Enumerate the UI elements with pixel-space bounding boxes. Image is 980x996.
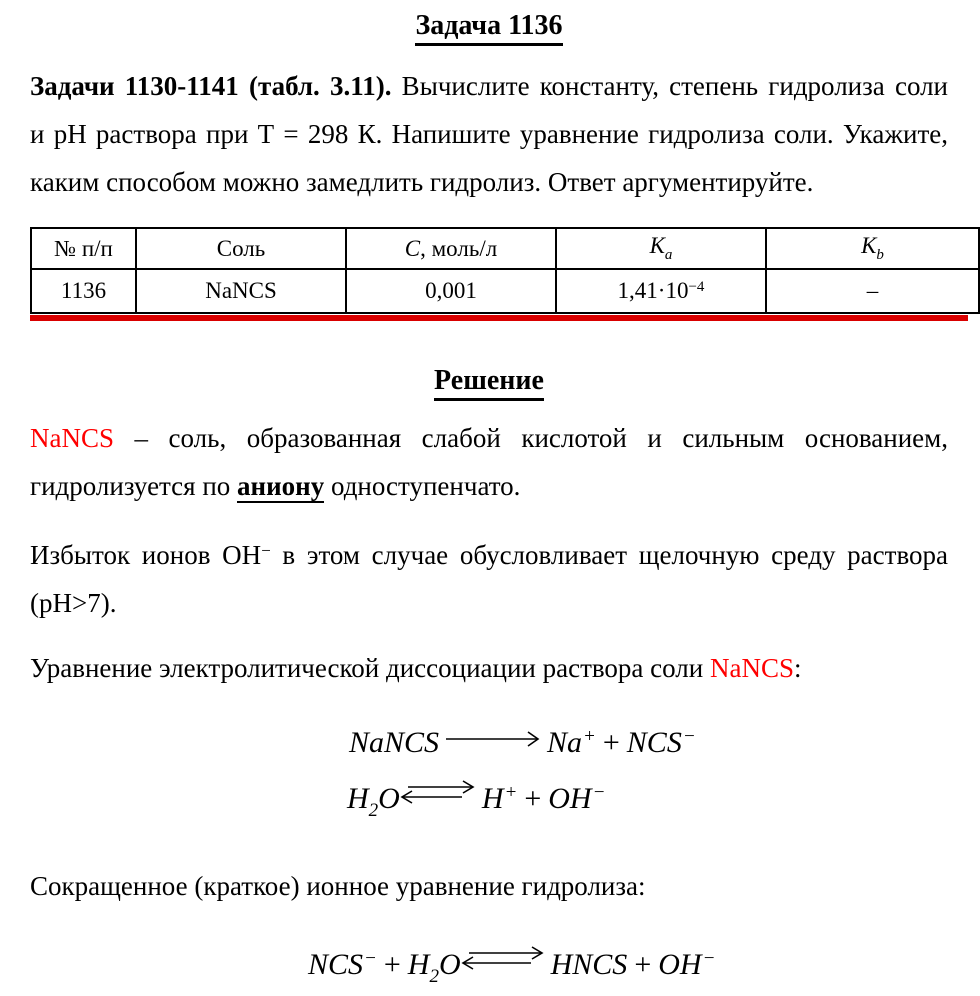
cell-salt: NaNCS [136,269,346,313]
eq2-hplus: H [481,782,504,815]
solution-paragraph-2 [30,527,948,627]
eq3-h: H [407,948,430,981]
solution-p3-pre: Уравнение электролитической диссоциации раствора соли [30,653,710,683]
header-ka [556,228,766,269]
table-data-row [31,269,979,313]
cell-ka [556,269,766,313]
eq2-plus: + [524,782,542,815]
eq3-plus-2: + [634,948,652,981]
red-divider-rule [30,315,968,321]
eq3-hncs: HNCS [550,948,628,981]
eq1-ncs: NCS [626,726,682,759]
problem-line-1 [30,62,948,110]
table-header-row [31,228,979,269]
eq2-h: H [347,782,369,815]
eq3-oh: OH [658,948,702,981]
solution-paragraph-4 [30,862,948,910]
cell-concentration: 0,001 [346,269,556,313]
hydrolysis-equation [308,940,948,996]
eq2-h-charge: + [504,782,518,803]
eq2-oh-charge: − [592,782,606,803]
problem-lead-bold: Задачи 1130-1141 (табл. 3.11). [30,71,392,101]
eq1-lhs: NaNCS [349,726,440,759]
eq3-plus-1: + [383,948,401,981]
solution-p1-line-2-post: одноступенчато. [324,471,521,501]
solution-paragraph-1 [30,414,948,510]
anion-emphasis: аниону [237,471,325,501]
hydroxide-charge-sup: − [261,541,271,560]
eq1-ncs-charge: − [682,726,696,747]
right-arrow-icon [445,729,541,749]
ka-subscript: a [664,247,673,263]
cell-kb: – [766,269,979,313]
cell-num: 1136 [31,269,136,313]
problem-line-2: и рН раствора при Т = 298 К. Напишите уравнение гидролиза соли. Укажите, [30,119,948,149]
problem-line-3: каким способом можно замедлить гидролиз. Ответ аргументируйте. [30,167,814,197]
eq1-na-charge: + [583,726,596,747]
solution-p1-line-1 [30,414,948,462]
header-num: № п/п [31,228,136,269]
document-content [0,10,978,996]
header-salt: Соль [136,228,346,269]
solution-p2-line-1 [30,527,948,579]
solution-p3-post: : [794,653,802,683]
equilibrium-arrow-icon [461,945,545,971]
solution-p1-line-2-pre: гидролизуется по [30,471,238,501]
eq1-plus: + [602,726,620,759]
solution-paragraph-3 [30,644,948,692]
eq3-h-subscript: 2 [429,966,439,987]
ka-symbol: K [649,233,665,258]
ka-value-base: 1,41·10 [617,278,689,303]
eq3-o: O [438,948,461,981]
water-equilibrium-equation [347,774,948,830]
dissociation-equation [349,718,948,762]
header-kb [766,228,979,269]
equilibrium-arrow-icon [400,779,476,805]
solution-p1-line-1-rest: – соль, образованная слабой кислотой и сильным основанием, [114,423,948,453]
eq2-o: O [378,782,400,815]
salt-name-red: NaNCS [30,423,115,453]
eq3-ncs: NCS [308,948,364,981]
ka-value-exponent: −4 [688,279,705,295]
solution-heading [30,365,948,401]
problem-line-1-rest: Вычислите константу, степень гидролиза соли [391,71,949,101]
salt-name-red-2: NaNCS [709,653,794,683]
eq2-h-subscript: 2 [368,800,379,821]
page-title [30,10,948,46]
solution-p1-line-2 [30,462,948,510]
document-page [0,10,978,987]
eq2-oh: OH [548,782,592,815]
eq1-na: Na [547,726,583,759]
solution-heading-text: Решение [434,365,544,401]
conditions-table [30,227,980,314]
kb-symbol: K [861,233,877,258]
solution-p2-line-2: (рН>7). [30,588,117,618]
solution-p2-line-1-post: в этом случае обусловливает щелочную среду раствора [270,540,948,570]
solution-p4-line: Сокращенное (краткое) ионное уравнение гидролиза: [30,871,646,901]
header-concentration [346,228,556,269]
page-title-text: Задача 1136 [415,10,562,46]
solution-p2-line-1-pre: Избыток ионов ОН [30,540,262,570]
concentration-units: , моль/л [420,235,498,261]
eq3-oh-charge: − [702,948,716,969]
problem-statement [30,62,948,206]
kb-subscript: b [876,247,884,263]
concentration-symbol: С [404,235,421,261]
solution-p3-line [30,644,948,692]
eq3-ncs-charge: − [364,948,377,969]
